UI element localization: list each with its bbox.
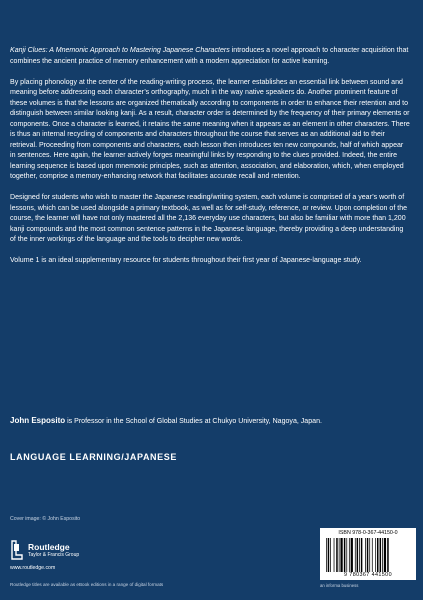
- book-title: Kanji Clues: A Mnemonic Approach to Mastering Japanese Characters: [10, 47, 230, 54]
- author-bio: [10, 416, 410, 428]
- barcode-icon: [325, 538, 411, 572]
- description-paragraph-4: Volume 1 is an ideal supplementary resource for students throughout their first year of Japanese-language study.: [10, 257, 362, 264]
- publisher-block: [10, 540, 79, 560]
- intro-paragraph: [10, 46, 410, 67]
- intro-text: introduces a novel approach to character acquisition that combines the ancient practice of memory enhancement with a modern appreciation for active learning.: [10, 47, 409, 65]
- isbn-barcode-box: [320, 528, 416, 580]
- publisher-url: www.routledge.com: [10, 565, 56, 571]
- isbn-label: ISBN 978-0-367-44150-0: [338, 530, 398, 536]
- description-paragraph-2: By placing phonology at the center of the reading-writing process, the learner establishes an essential link between sound and meaning before addressing each character’s orthography, much in the way native speakers do. Another prominent feature of these volumes is that the lessons are organized thematically according to components in order to enhance their retention and to distinguish between similar looking kanji. As a result, character order is determined by the frequency of their primary elements or components. Once a character is learned, it retains the same meaning when it appears as an element in other characters. There is thus an internal recycling of components and characters throughout the course that serves as an additional aid to their retrieval. Proceeding from components and characters, each lesson then introduces ten new compounds, half of which appear in sentences. Here again, the learner actively forges meaningful links by responding to the clues provided. Indeed, the entire learning sequence is based upon mnemonic principles, such as attention, association, and elaboration, which, when employed together, comprise a memory-enhancing network that facilitates accurate recall and retention.: [10, 78, 410, 180]
- cover-credit: Cover image: © John Esposito: [10, 516, 81, 522]
- publisher-text: [28, 543, 79, 558]
- barcode-number: 9 780367 441500: [344, 572, 392, 578]
- publisher-name: Routledge: [28, 541, 70, 552]
- author-name: John Esposito: [10, 416, 66, 425]
- author-bio-text: is Professor in the School of Global Studies at Chukyo University, Nagoya, Japan.: [65, 418, 322, 425]
- imprint-note: an informa business: [320, 583, 359, 588]
- publisher-group: Taylor & Francis Group: [28, 551, 80, 558]
- subject-category: LANGUAGE LEARNING/JAPANESE: [10, 452, 177, 462]
- ebook-note: Routledge titles are available as eBook editions in a range of digital formats: [10, 582, 164, 587]
- book-description: [10, 46, 410, 277]
- routledge-logo-icon: [10, 540, 24, 560]
- description-paragraph-3: Designed for students who wish to master the Japanese reading/writing system, each volume is comprised of a year’s worth of lessons, which can be used alongside a primary textbook, as well as for self-study, reference, or review. Upon completion of the course, the learner will have not only mastered all the 2,136 everyday use characters, but also be familiar with more than 1,200 kanji compounds and the most common sentence patterns in the Japanese language, thereby providing a deep understanding of the inner workings of the language and the tools to decipher new words.: [10, 194, 408, 243]
